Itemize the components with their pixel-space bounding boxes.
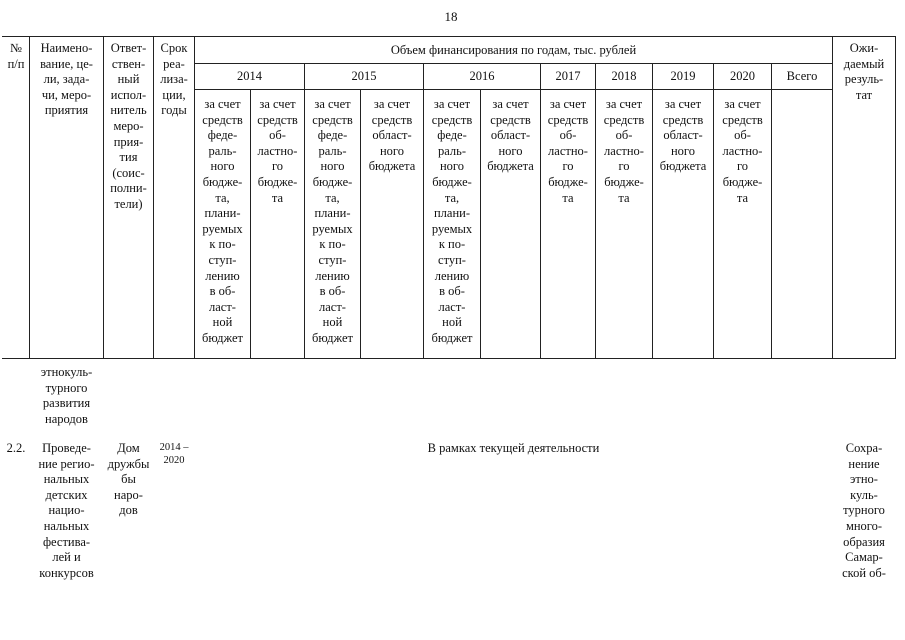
year-2017: 2017 bbox=[555, 69, 581, 83]
row-2-2-term: 2014 – 2020 bbox=[159, 442, 189, 466]
source-2017-regional: за счет средств об- ластно- го бюдже- та bbox=[547, 97, 589, 205]
row-2-2-responsible: Дом дружбы бы наро- дов bbox=[107, 441, 150, 518]
year-2018: 2018 bbox=[611, 69, 637, 83]
row-2-2-num: 2.2. bbox=[6, 441, 26, 455]
header-num: № п/п bbox=[7, 41, 25, 71]
source-2020-regional: за счет средств об- ластно- го бюдже- та bbox=[722, 97, 763, 205]
page-number: 18 bbox=[444, 9, 458, 24]
year-2015: 2015 bbox=[351, 69, 377, 83]
year-2019: 2019 bbox=[670, 69, 696, 83]
source-2015-federal: за счет средств феде- раль- ного бюдже- та, плани- руемых к по- ступ- лению в об- ласт- ной бюджет bbox=[312, 97, 353, 345]
source-2016-regional: за счет средств област- ного бюджета bbox=[487, 97, 534, 174]
header-term: Срок реа- лиза- ции, годы bbox=[160, 41, 188, 118]
header-responsible: Ответ- ствен- ный испол- нитель меро- прия- тия (соис- полни- тели) bbox=[110, 41, 147, 211]
header-result: Ожи- даемый резуль- тат bbox=[843, 41, 885, 102]
header-name: Наимено- вание, це- ли, зада- чи, меро- приятия bbox=[40, 41, 93, 118]
grid-line bbox=[2, 36, 896, 37]
row-name-continuation: этнокуль- турного развития народов bbox=[40, 365, 93, 426]
source-2014-regional: за счет средств об- ластно- го бюдже- та bbox=[257, 97, 298, 205]
row-2-2-result: Сохра- нение этно- куль- турного много- образия Самар- ской об- bbox=[842, 441, 886, 580]
grid-line bbox=[771, 63, 772, 359]
source-2015-regional: за счет средств област- ного бюджета bbox=[368, 97, 416, 174]
source-2018-regional: за счет средств об- ластно- го бюдже- та bbox=[603, 97, 645, 205]
source-2014-federal: за счет средств феде- раль- ного бюдже- та, плани- руемых к по- ступ- лению в об- ласт- ной бюджет bbox=[202, 97, 243, 345]
grid-line bbox=[2, 358, 896, 359]
source-2019-regional: за счет средств област- ного бюджета bbox=[659, 97, 707, 174]
grid-line bbox=[194, 89, 832, 90]
year-2014: 2014 bbox=[237, 69, 262, 83]
header-financing: Объем финансирования по годам, тыс. рублей bbox=[390, 43, 637, 57]
row-2-2-name: Проведе- ние регио- нальных детских нацио- нальных фестива- лей и конкурсов bbox=[38, 441, 95, 580]
grid-line bbox=[895, 36, 896, 359]
source-2016-federal: за счет средств феде- раль- ного бюдже- та, плани- руемых к по- ступ- лению в об- ласт- ной бюджет bbox=[431, 97, 473, 345]
grid-line bbox=[194, 63, 832, 64]
row-2-2-financing-note: В рамках текущей деятельности bbox=[427, 441, 600, 455]
year-2016: 2016 bbox=[469, 69, 495, 83]
year-total: Всего bbox=[786, 69, 818, 83]
year-2020: 2020 bbox=[730, 69, 755, 83]
